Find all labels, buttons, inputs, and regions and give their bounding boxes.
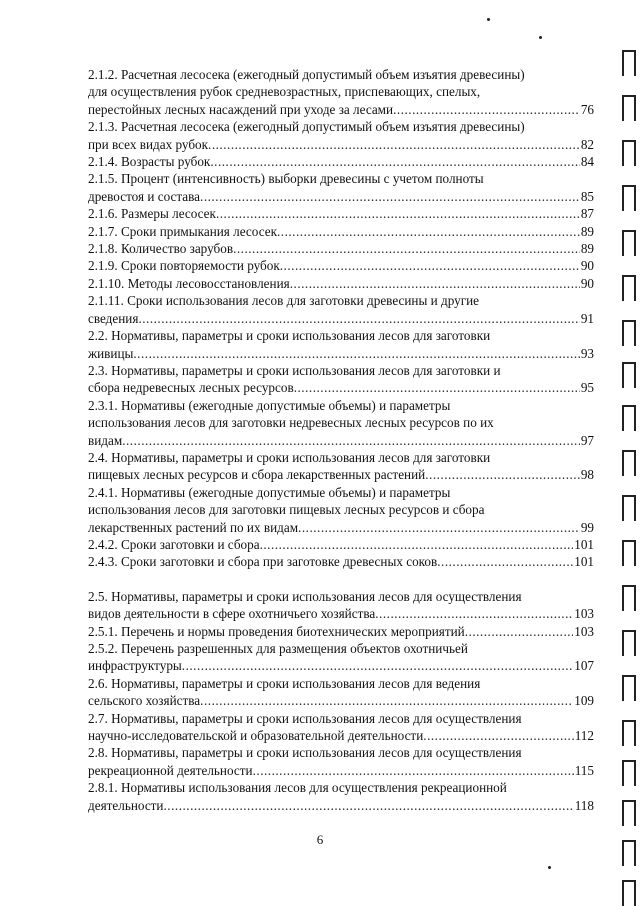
toc-entry-line: для осуществления рубок средневозрастных, приспевающих, спелых, xyxy=(88,84,481,100)
toc-page-number: 99 xyxy=(580,519,594,535)
scan-speck xyxy=(548,866,551,869)
toc-entry xyxy=(88,240,594,257)
toc-entry xyxy=(88,327,594,362)
toc-entry-last-line xyxy=(88,536,594,553)
toc-entry-last-line xyxy=(88,345,594,362)
toc-entry-last-line xyxy=(88,797,594,814)
toc-entry-last-line xyxy=(88,519,594,536)
toc-entry-title: 2.5.1. Перечень и нормы проведения биотехнических мероприятий xyxy=(88,623,465,639)
binding-bracket xyxy=(622,585,636,611)
toc-entry xyxy=(88,484,594,536)
toc-entry xyxy=(88,118,594,153)
toc-entry-title: инфраструктуры xyxy=(88,658,182,674)
toc-entry-title: сбора недревесных лесных ресурсов xyxy=(88,380,294,396)
toc-page-number: 90 xyxy=(580,275,594,291)
toc-page-number: 101 xyxy=(574,554,594,570)
toc-page-number: 85 xyxy=(580,188,594,204)
scan-speck xyxy=(487,18,490,21)
toc-entry-last-line xyxy=(88,623,594,640)
dot-leader xyxy=(233,240,580,257)
binding-bracket xyxy=(622,760,636,786)
toc-entry-line: 2.1.3. Расчетная лесосека (ежегодный допустимый объем изъятия древесины) xyxy=(88,119,525,135)
toc-entry xyxy=(88,449,594,484)
binding-bracket xyxy=(622,720,636,746)
binding-bracket xyxy=(622,450,636,476)
toc-page-number: 101 xyxy=(574,536,594,552)
toc-entry-line: 2.7. Нормативы, параметры и сроки использования лесов для осуществления xyxy=(88,710,522,726)
toc-entry xyxy=(88,536,594,553)
toc-page-number: 97 xyxy=(580,432,594,448)
toc-page-number: 84 xyxy=(580,154,594,170)
toc-entry xyxy=(88,292,594,327)
binding-bracket xyxy=(622,675,636,701)
toc-entry-last-line xyxy=(88,101,594,118)
toc-entry-last-line xyxy=(88,553,594,570)
page-number: 6 xyxy=(316,832,324,847)
binding-bracket xyxy=(622,362,636,388)
toc-entry xyxy=(88,397,594,449)
dot-leader xyxy=(122,432,580,449)
toc-page-number: 103 xyxy=(574,606,594,622)
toc-entry-title: видам xyxy=(88,432,123,448)
toc-entry xyxy=(88,257,594,274)
binding-bracket xyxy=(622,140,636,166)
toc-entry xyxy=(88,205,594,222)
toc-entry-title: пищевых лесных ресурсов и сбора лекарственных растений xyxy=(88,467,426,483)
toc-entry-last-line xyxy=(88,188,594,205)
dot-leader xyxy=(216,205,580,222)
toc-entry-last-line xyxy=(88,657,594,674)
toc-entry-title: деятельности xyxy=(88,797,164,813)
toc-entry-line: 2.4. Нормативы, параметры и сроки использования лесов для заготовки xyxy=(88,449,491,465)
dot-leader xyxy=(294,379,580,396)
toc-entry-line: 2.2. Нормативы, параметры и сроки использования лесов для заготовки xyxy=(88,328,491,344)
toc-entry xyxy=(88,779,594,814)
toc-entry xyxy=(88,640,594,675)
toc-entry-line: 2.6. Нормативы, параметры и сроки использования лесов для ведения xyxy=(88,675,481,691)
toc-page-number: 115 xyxy=(574,762,594,778)
toc-entry-line: 2.1.11. Сроки использования лесов для заготовки древесины и другие xyxy=(88,293,480,309)
toc-entry xyxy=(88,623,594,640)
toc-entry-line: 2.1.2. Расчетная лесосека (ежегодный допустимый объем изъятия древесины) xyxy=(88,67,525,82)
toc-page-number: 91 xyxy=(580,310,594,326)
dot-leader xyxy=(290,275,580,292)
dot-leader xyxy=(200,692,573,709)
toc-page-number: 76 xyxy=(580,101,594,117)
dot-leader xyxy=(138,310,579,327)
toc-entry-title: сведения xyxy=(88,310,139,326)
toc-entry-line: 2.1.5. Процент (интенсивность) выборки древесины с учетом полноты xyxy=(88,171,484,187)
binding-bracket xyxy=(622,95,636,121)
toc-entry-last-line xyxy=(88,466,594,483)
dot-leader xyxy=(298,519,580,536)
toc-page-number: 118 xyxy=(574,797,594,813)
toc-entry-last-line xyxy=(88,692,594,709)
binding-bracket xyxy=(622,50,636,76)
toc-page-number: 107 xyxy=(574,658,594,674)
toc-entry xyxy=(88,744,594,779)
toc-entry-last-line xyxy=(88,257,594,274)
toc-entry xyxy=(88,675,594,710)
binding-bracket xyxy=(622,800,636,826)
toc-entry-line: 2.4.1. Нормативы (ежегодные допустимые объемы) и параметры xyxy=(88,484,451,500)
toc-page-number: 109 xyxy=(574,693,594,709)
dot-leader xyxy=(200,188,580,205)
toc-entry-last-line xyxy=(88,136,594,153)
toc-entry-last-line xyxy=(88,432,594,449)
toc-entry-last-line xyxy=(88,153,594,170)
toc-entry xyxy=(88,275,594,292)
dot-leader xyxy=(423,727,573,744)
binding-bracket xyxy=(622,405,636,431)
toc-entry-title: 2.1.6. Размеры лесосек xyxy=(88,206,216,222)
dot-leader xyxy=(375,605,573,622)
toc-entry-title: перестойных лесных насаждений при уходе за лесами xyxy=(88,101,394,117)
toc-entry-title: живицы xyxy=(88,345,134,361)
toc-entry-line: 2.5.2. Перечень разрешенных для размещения объектов охотничьей xyxy=(88,641,468,656)
toc-entry xyxy=(88,362,594,397)
toc-entry-last-line xyxy=(88,379,594,396)
toc-entry-title: 2.4.3. Сроки заготовки и сбора при заготовке древесных соков xyxy=(88,554,438,570)
binding-bracket xyxy=(622,495,636,521)
toc-entry xyxy=(88,710,594,745)
binding-bracket xyxy=(622,275,636,301)
toc-entry-line: 2.3. Нормативы, параметры и сроки использования лесов для заготовки и xyxy=(88,362,501,378)
binding-bracket xyxy=(622,230,636,256)
toc-page-number: 82 xyxy=(580,136,594,152)
dot-leader xyxy=(182,657,573,674)
toc-entry-title: 2.1.7. Сроки примыкания лесосек xyxy=(88,223,277,239)
toc-entry xyxy=(88,553,594,570)
dot-leader xyxy=(133,345,579,362)
toc-entry-title: рекреационной деятельности xyxy=(88,762,253,778)
toc-entry-line: 2.3.1. Нормативы (ежегодные допустимые объемы) и параметры xyxy=(88,397,451,413)
toc-page-number: 103 xyxy=(574,623,594,639)
dot-leader xyxy=(164,797,574,814)
toc-entry-title: 2.1.10. Методы лесовосстановления xyxy=(88,275,290,291)
toc-entry xyxy=(88,153,594,170)
binding-bracket xyxy=(622,840,636,866)
toc-entry-title: древостоя и состава xyxy=(88,188,201,204)
binding-bracket xyxy=(622,540,636,566)
dot-leader xyxy=(465,623,573,640)
toc-page-number: 89 xyxy=(580,223,594,239)
dot-leader xyxy=(277,223,580,240)
toc-entry-last-line xyxy=(88,240,594,257)
scan-speck xyxy=(539,36,542,39)
toc-page-number: 87 xyxy=(580,206,594,222)
binding-bracket xyxy=(622,185,636,211)
dot-leader xyxy=(425,466,580,483)
toc-entry-title: 2.1.8. Количество зарубов xyxy=(88,241,234,257)
toc-page-number: 98 xyxy=(580,467,594,483)
toc-entry-title: видов деятельности в сфере охотничьего хозяйства xyxy=(88,606,376,622)
toc-page-number: 93 xyxy=(580,345,594,361)
toc-entry-line: 2.8. Нормативы, параметры и сроки использования лесов для осуществления xyxy=(88,745,522,761)
dot-leader xyxy=(280,257,580,274)
dot-leader xyxy=(260,536,574,553)
toc-entry-last-line xyxy=(88,310,594,327)
toc-entry-last-line xyxy=(88,762,594,779)
toc-entry xyxy=(88,170,594,205)
dot-leader xyxy=(208,136,580,153)
toc-entry-line: 2.5. Нормативы, параметры и сроки использования лесов для осуществления xyxy=(88,588,522,604)
binding-bracket xyxy=(622,630,636,656)
dot-leader xyxy=(253,762,574,779)
toc-page-number: 90 xyxy=(580,258,594,274)
toc-entry-last-line xyxy=(88,275,594,292)
toc-entry-line: использования лесов для заготовки пищевых лесных ресурсов и сбора xyxy=(88,502,485,518)
toc-page-number: 95 xyxy=(580,380,594,396)
binding-bracket xyxy=(622,320,636,346)
toc-entry xyxy=(88,588,594,623)
toc-entry-title: 2.1.9. Сроки повторяемости рубок xyxy=(88,258,280,274)
toc-entry-title: 2.1.4. Возрасты рубок xyxy=(88,154,211,170)
toc-entry-last-line xyxy=(88,605,594,622)
toc-entry-line: 2.8.1. Нормативы использования лесов для осуществления рекреационной xyxy=(88,780,507,796)
toc-entry-last-line xyxy=(88,223,594,240)
toc-entry xyxy=(88,223,594,240)
toc-entry-title: научно-исследовательской и образовательной деятельности xyxy=(88,728,424,744)
toc-page-number: 89 xyxy=(580,241,594,257)
toc-entry-last-line xyxy=(88,205,594,222)
toc-page-number: 112 xyxy=(574,728,594,744)
binding-bracket xyxy=(622,880,636,906)
toc-entry-line: использования лесов для заготовки недревесных лесных ресурсов по их xyxy=(88,415,494,431)
dot-leader xyxy=(437,553,573,570)
dot-leader xyxy=(210,153,579,170)
toc-entry xyxy=(88,66,594,118)
table-of-contents xyxy=(88,66,594,814)
toc-entry-title: сельского хозяйства xyxy=(88,693,201,709)
toc-entry-title: при всех видах рубок xyxy=(88,136,209,152)
toc-entry-title: 2.4.2. Сроки заготовки и сбора xyxy=(88,536,260,552)
dot-leader xyxy=(393,101,580,118)
toc-entry-title: лекарственных растений по их видам xyxy=(88,519,299,535)
toc-entry-last-line xyxy=(88,727,594,744)
